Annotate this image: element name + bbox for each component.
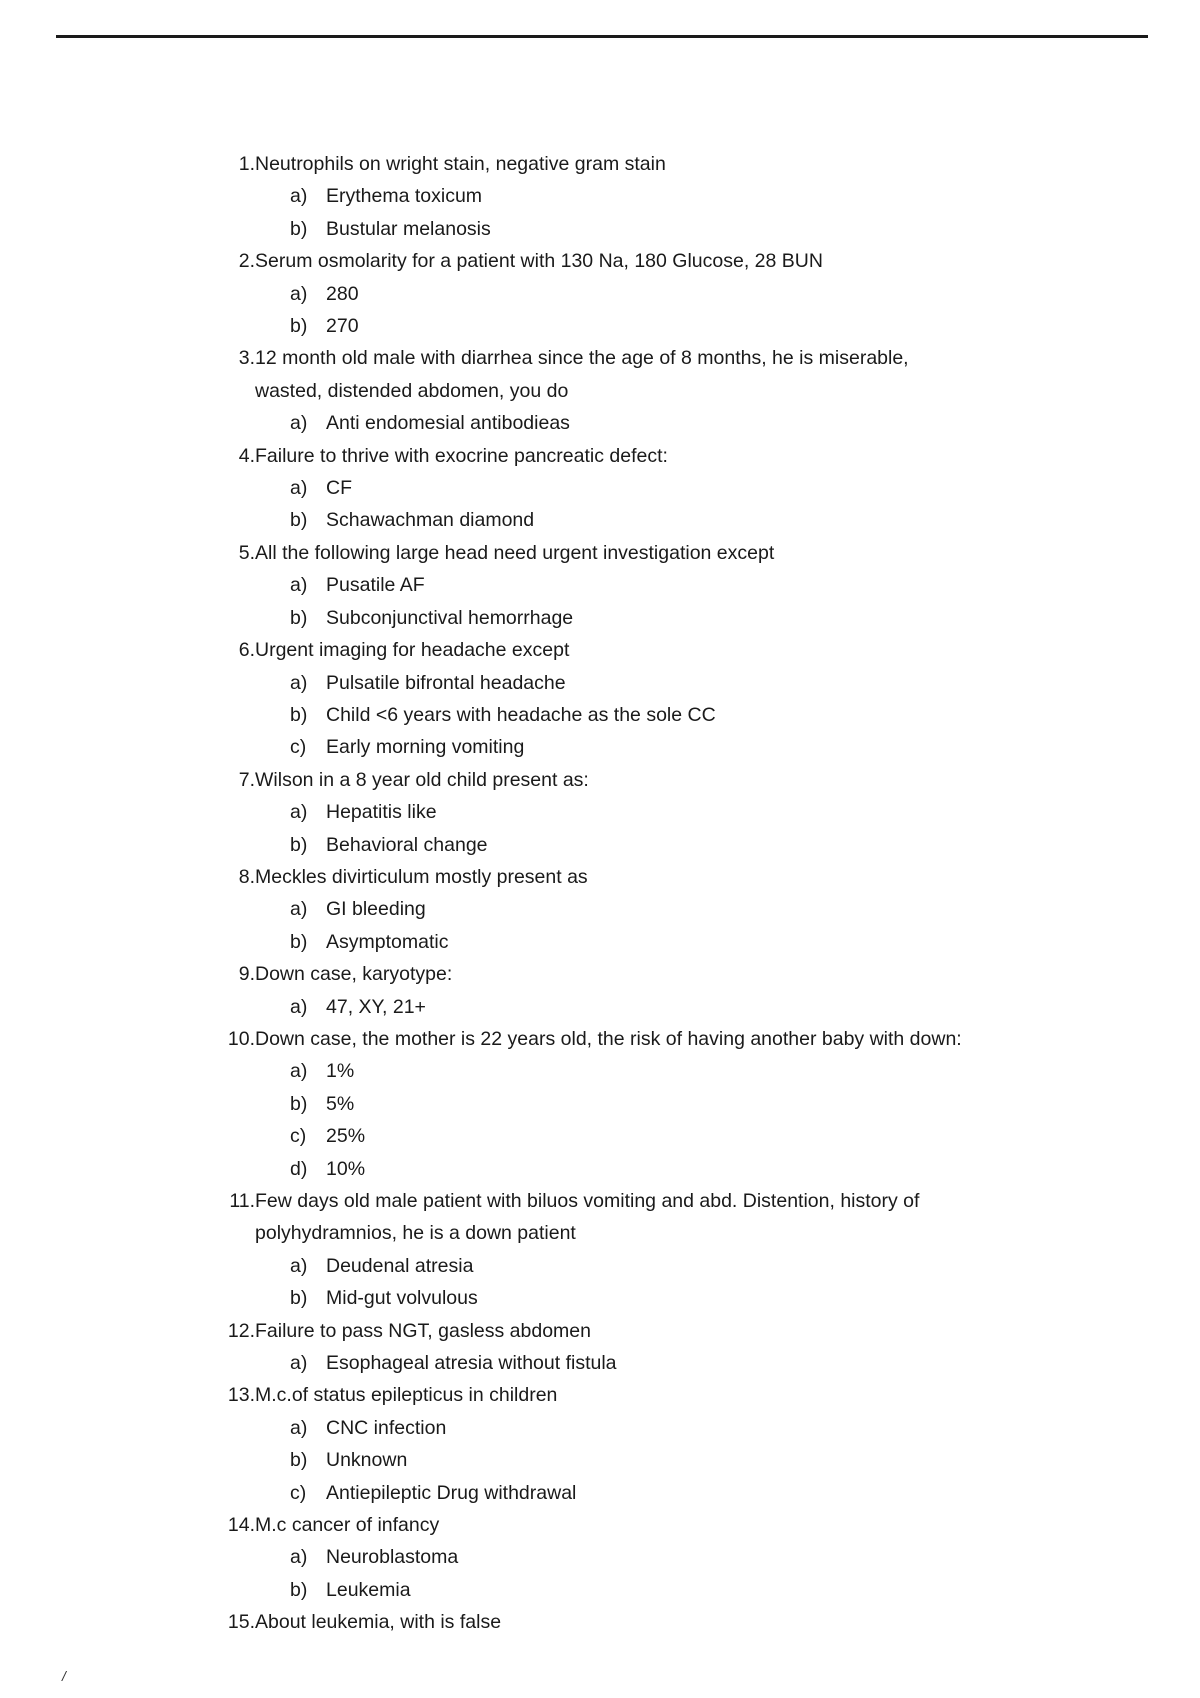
question-text: polyhydramnios, he is a down patient <box>255 1222 576 1245</box>
question-line <box>0 1379 1200 1411</box>
answer-option <box>0 926 1200 958</box>
option-text: Anti endomesial antibodieas <box>326 412 570 435</box>
answer-option <box>0 1282 1200 1314</box>
option-label: a) <box>290 671 308 694</box>
answer-option <box>0 310 1200 342</box>
answer-option <box>0 1412 1200 1444</box>
option-label: a) <box>290 1546 308 1569</box>
question-line <box>0 1217 1200 1249</box>
option-label: a) <box>290 477 308 500</box>
option-text: Unknown <box>326 1449 408 1472</box>
question-number: 6. <box>238 639 255 662</box>
question-line <box>0 148 1200 180</box>
question-line <box>0 958 1200 990</box>
question-number: 3. <box>238 347 255 370</box>
option-text: 270 <box>326 315 359 338</box>
question-item <box>0 537 1200 634</box>
question-item <box>0 1379 1200 1509</box>
option-label: b) <box>290 703 308 726</box>
question-text: Failure to thrive with exocrine pancreatic defect: <box>255 444 668 467</box>
answer-option <box>0 991 1200 1023</box>
option-text: Subconjunctival hemorrhage <box>326 606 574 629</box>
question-number: 7. <box>238 768 255 791</box>
question-item <box>0 342 1200 439</box>
answer-option <box>0 667 1200 699</box>
answer-option <box>0 569 1200 601</box>
page-mark: / <box>62 1668 66 1684</box>
question-item <box>0 1606 1200 1638</box>
question-item <box>0 1023 1200 1185</box>
option-label: b) <box>290 1578 308 1601</box>
answer-option <box>0 1088 1200 1120</box>
question-line <box>0 1509 1200 1541</box>
question-number: 15. <box>227 1611 255 1634</box>
option-label: c) <box>290 1481 307 1504</box>
option-text: CNC infection <box>326 1416 447 1439</box>
option-text: 10% <box>326 1157 366 1180</box>
option-label: a) <box>290 185 308 208</box>
answer-option <box>0 893 1200 925</box>
option-label: a) <box>290 1416 308 1439</box>
option-label: b) <box>290 1449 308 1472</box>
option-text: 25% <box>326 1125 366 1148</box>
option-text: Antiepileptic Drug withdrawal <box>326 1481 577 1504</box>
question-number: 11. <box>229 1190 255 1212</box>
question-text: Urgent imaging for headache except <box>255 639 570 662</box>
option-text: Schawachman diamond <box>326 509 535 532</box>
top-rule <box>56 35 1148 38</box>
question-number: 14. <box>227 1514 255 1537</box>
answer-option <box>0 1477 1200 1509</box>
option-text: Mid-gut volvulous <box>326 1287 478 1310</box>
question-number: 10. <box>227 1027 255 1050</box>
question-text: Neutrophils on wright stain, negative gram stain <box>255 153 666 175</box>
option-text: Pusatile AF <box>326 574 425 597</box>
question-text: M.c cancer of infancy <box>255 1514 440 1537</box>
question-list <box>0 148 1200 1639</box>
question-number <box>220 1217 255 1249</box>
option-label: b) <box>290 1287 308 1310</box>
option-label: a) <box>290 898 308 921</box>
option-text: 280 <box>326 282 359 305</box>
question-text: Few days old male patient with biluos vomiting and abd. Distention, history of <box>255 1190 920 1212</box>
question-number: 12. <box>227 1319 255 1342</box>
option-text: Early morning vomiting <box>326 736 525 759</box>
question-line <box>0 764 1200 796</box>
option-label: a) <box>290 574 308 597</box>
question-item <box>0 861 1200 958</box>
option-label: c) <box>290 736 307 759</box>
answer-option <box>0 504 1200 536</box>
option-text: Erythema toxicum <box>326 185 483 208</box>
question-text: 12 month old male with diarrhea since the age of 8 months, he is miserable, <box>255 347 909 370</box>
question-number: 2. <box>238 250 255 273</box>
question-line <box>0 1606 1200 1638</box>
answer-option <box>0 1574 1200 1606</box>
question-number: 8. <box>238 865 255 888</box>
question-line <box>0 634 1200 666</box>
question-text: Meckles divirticulum mostly present as <box>255 865 588 888</box>
question-text: About leukemia, with is false <box>255 1611 502 1634</box>
question-item <box>0 764 1200 861</box>
question-text: Failure to pass NGT, gasless abdomen <box>255 1319 591 1342</box>
option-label: d) <box>290 1157 308 1180</box>
question-text: Down case, karyotype: <box>255 963 453 986</box>
question-line <box>0 342 1200 374</box>
question-line <box>0 861 1200 893</box>
option-text: Leukemia <box>326 1578 411 1601</box>
option-text: 1% <box>326 1060 355 1083</box>
answer-option <box>0 1120 1200 1152</box>
question-text: M.c.of status epilepticus in children <box>255 1384 558 1407</box>
answer-option <box>0 407 1200 439</box>
option-label: a) <box>290 801 308 824</box>
question-text: Down case, the mother is 22 years old, the risk of having another baby with down: <box>255 1027 962 1050</box>
option-label: a) <box>290 995 308 1018</box>
question-item <box>0 148 1200 245</box>
option-text: Asymptomatic <box>326 930 449 953</box>
answer-option <box>0 278 1200 310</box>
option-label: b) <box>290 509 308 532</box>
answer-option <box>0 180 1200 212</box>
answer-option <box>0 1055 1200 1087</box>
option-text: GI bleeding <box>326 898 426 921</box>
question-number: 1. <box>238 153 255 175</box>
question-item <box>0 440 1200 537</box>
question-number: 13. <box>227 1384 255 1407</box>
option-label: b) <box>290 606 308 629</box>
question-item <box>0 958 1200 1023</box>
answer-option <box>0 1250 1200 1282</box>
option-label: b) <box>290 217 308 240</box>
answer-option <box>0 1444 1200 1476</box>
answer-option <box>0 213 1200 245</box>
option-label: b) <box>290 833 308 856</box>
answer-option <box>0 602 1200 634</box>
option-text: 5% <box>326 1092 355 1115</box>
option-label: a) <box>290 1060 308 1083</box>
answer-option <box>0 472 1200 504</box>
question-number: 5. <box>238 541 255 564</box>
option-text: 47, XY, 21+ <box>326 995 426 1018</box>
answer-option <box>0 699 1200 731</box>
question-line <box>0 245 1200 277</box>
option-text: Pulsatile bifrontal headache <box>326 671 566 694</box>
option-text: CF <box>326 477 352 500</box>
question-text: Wilson in a 8 year old child present as: <box>255 768 589 791</box>
question-line <box>0 537 1200 569</box>
option-label: a) <box>290 412 308 435</box>
option-label: a) <box>290 282 308 305</box>
question-text: wasted, distended abdomen, you do <box>255 379 569 402</box>
question-number: 4. <box>238 444 255 467</box>
question-text: Serum osmolarity for a patient with 130 Na, 180 Glucose, 28 BUN <box>255 250 823 273</box>
question-number <box>220 375 255 407</box>
option-label: a) <box>290 1254 308 1277</box>
question-item <box>0 1185 1200 1315</box>
question-line <box>0 1023 1200 1055</box>
answer-option <box>0 731 1200 763</box>
option-label: a) <box>290 1352 308 1375</box>
option-text: Esophageal atresia without fistula <box>326 1352 617 1375</box>
option-text: Hepatitis like <box>326 801 437 824</box>
answer-option <box>0 796 1200 828</box>
question-line <box>0 440 1200 472</box>
option-text: Deudenal atresia <box>326 1254 474 1277</box>
question-item <box>0 245 1200 342</box>
question-line <box>0 375 1200 407</box>
answer-option <box>0 1347 1200 1379</box>
question-line <box>0 1185 1200 1217</box>
option-label: b) <box>290 930 308 953</box>
option-label: b) <box>290 1092 308 1115</box>
option-text: Bustular melanosis <box>326 217 491 240</box>
question-number: 9. <box>238 963 255 986</box>
option-text: Neuroblastoma <box>326 1546 459 1569</box>
question-item <box>0 1509 1200 1606</box>
question-line <box>0 1315 1200 1347</box>
answer-option <box>0 1541 1200 1573</box>
option-label: c) <box>290 1125 307 1148</box>
answer-option <box>0 1153 1200 1185</box>
question-text: All the following large head need urgent investigation except <box>255 541 775 564</box>
question-item <box>0 1315 1200 1380</box>
option-text: Child <6 years with headache as the sole CC <box>326 703 716 726</box>
question-item <box>0 634 1200 764</box>
option-text: Behavioral change <box>326 833 488 856</box>
answer-option <box>0 829 1200 861</box>
option-label: b) <box>290 315 308 338</box>
